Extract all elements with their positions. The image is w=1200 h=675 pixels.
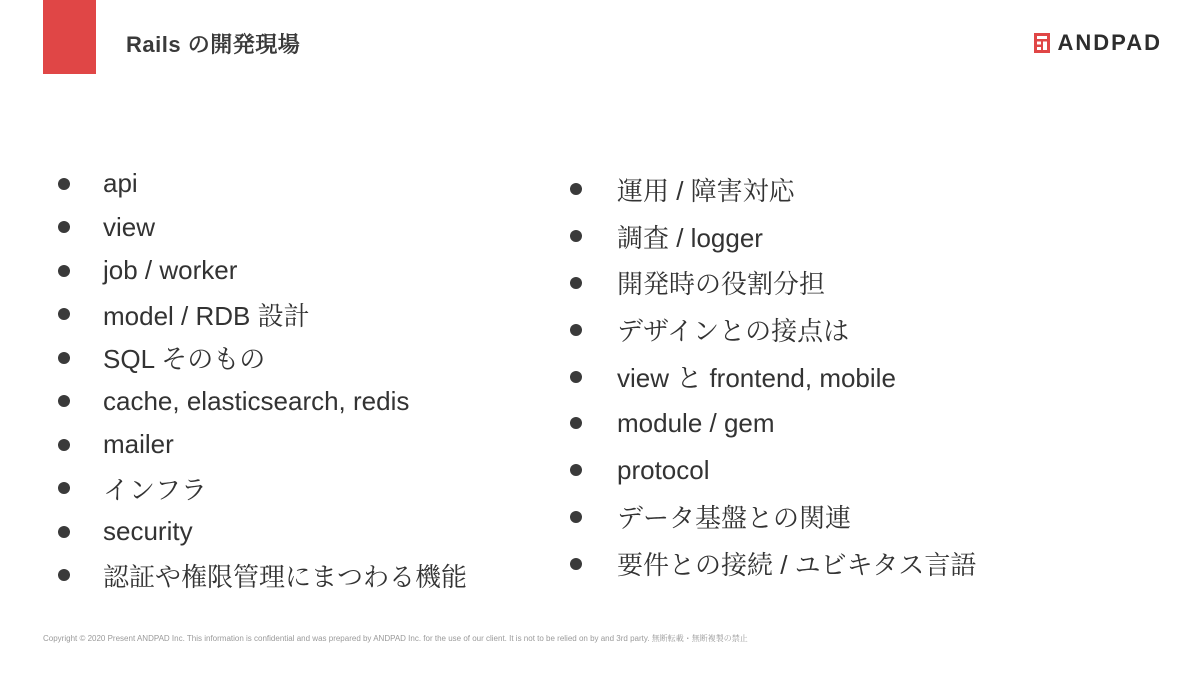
list-item-text: protocol <box>617 454 710 485</box>
list-item <box>58 249 528 293</box>
accent-block <box>43 0 96 74</box>
list-item <box>570 540 1170 587</box>
bullet-icon <box>570 230 582 242</box>
list-item-text: SQL そのもの <box>103 344 266 375</box>
list-item-text: view と frontend, mobile <box>617 363 896 394</box>
list-item <box>58 510 528 554</box>
list-item-text: 運用 / 障害対応 <box>617 175 795 206</box>
list-item-text: module / gem <box>617 407 775 438</box>
list-item <box>58 380 528 424</box>
bullet-icon <box>58 352 70 364</box>
list-item-text: 認証や権限管理にまつわる機能 <box>103 561 468 592</box>
left-bullet-list <box>58 162 528 597</box>
page-title: Rails の開発現場 <box>126 32 301 57</box>
bullet-icon <box>58 482 70 494</box>
list-item <box>570 353 1170 400</box>
list-item-text: 調査 / logger <box>617 222 763 253</box>
list-item <box>58 423 528 467</box>
list-item-text: デザインとの接点は <box>617 316 850 347</box>
list-item <box>570 166 1170 213</box>
list-item <box>58 336 528 380</box>
bullet-icon <box>570 277 582 289</box>
bullet-icon <box>58 178 70 190</box>
list-item <box>570 447 1170 494</box>
list-item <box>58 554 528 598</box>
list-item-text: cache, elasticsearch, redis <box>103 385 410 416</box>
bullet-icon <box>58 439 70 451</box>
bullet-icon <box>570 417 582 429</box>
list-item <box>570 400 1170 447</box>
list-item <box>570 260 1170 307</box>
bullet-icon <box>58 395 70 407</box>
list-item-text: api <box>103 168 138 199</box>
copyright-footer: Copyright © 2020 Present ANDPAD Inc. This information is confidential and was prepared by ANDPAD Inc. for the use of our client. It is not to be relied on by and 3rd party. 無断転載・無断複製の禁止 <box>43 634 748 643</box>
list-item-text: インフラ <box>103 474 208 505</box>
list-item <box>570 306 1170 353</box>
list-item-text: job / worker <box>103 255 238 286</box>
bullet-icon <box>58 569 70 581</box>
right-bullet-list <box>570 166 1170 587</box>
list-item-text: model / RDB 設計 <box>103 300 310 331</box>
bullet-icon <box>570 183 582 195</box>
bullet-icon <box>58 526 70 538</box>
bullet-icon <box>570 464 582 476</box>
logo-text: ANDPAD <box>1057 30 1162 55</box>
list-item-text: 開発時の役割分担 <box>617 269 826 300</box>
list-item <box>58 293 528 337</box>
list-item-text: security <box>103 516 193 547</box>
list-item-text: データ基盤との関連 <box>617 503 852 534</box>
andpad-logo <box>1034 30 1162 56</box>
bullet-icon <box>570 371 582 383</box>
list-item <box>570 494 1170 541</box>
list-item-text: view <box>103 211 156 242</box>
list-item-text: 要件との接続 / ユビキタス言語 <box>617 550 977 581</box>
bullet-icon <box>58 308 70 320</box>
bullet-icon <box>570 324 582 336</box>
bullet-icon <box>570 558 582 570</box>
andpad-logo-icon <box>1034 33 1050 53</box>
list-item <box>58 206 528 250</box>
bullet-icon <box>58 265 70 277</box>
bullet-icon <box>58 221 70 233</box>
list-item <box>58 162 528 206</box>
list-item-text: mailer <box>103 429 174 460</box>
list-item <box>58 467 528 511</box>
list-item <box>570 213 1170 260</box>
bullet-icon <box>570 511 582 523</box>
